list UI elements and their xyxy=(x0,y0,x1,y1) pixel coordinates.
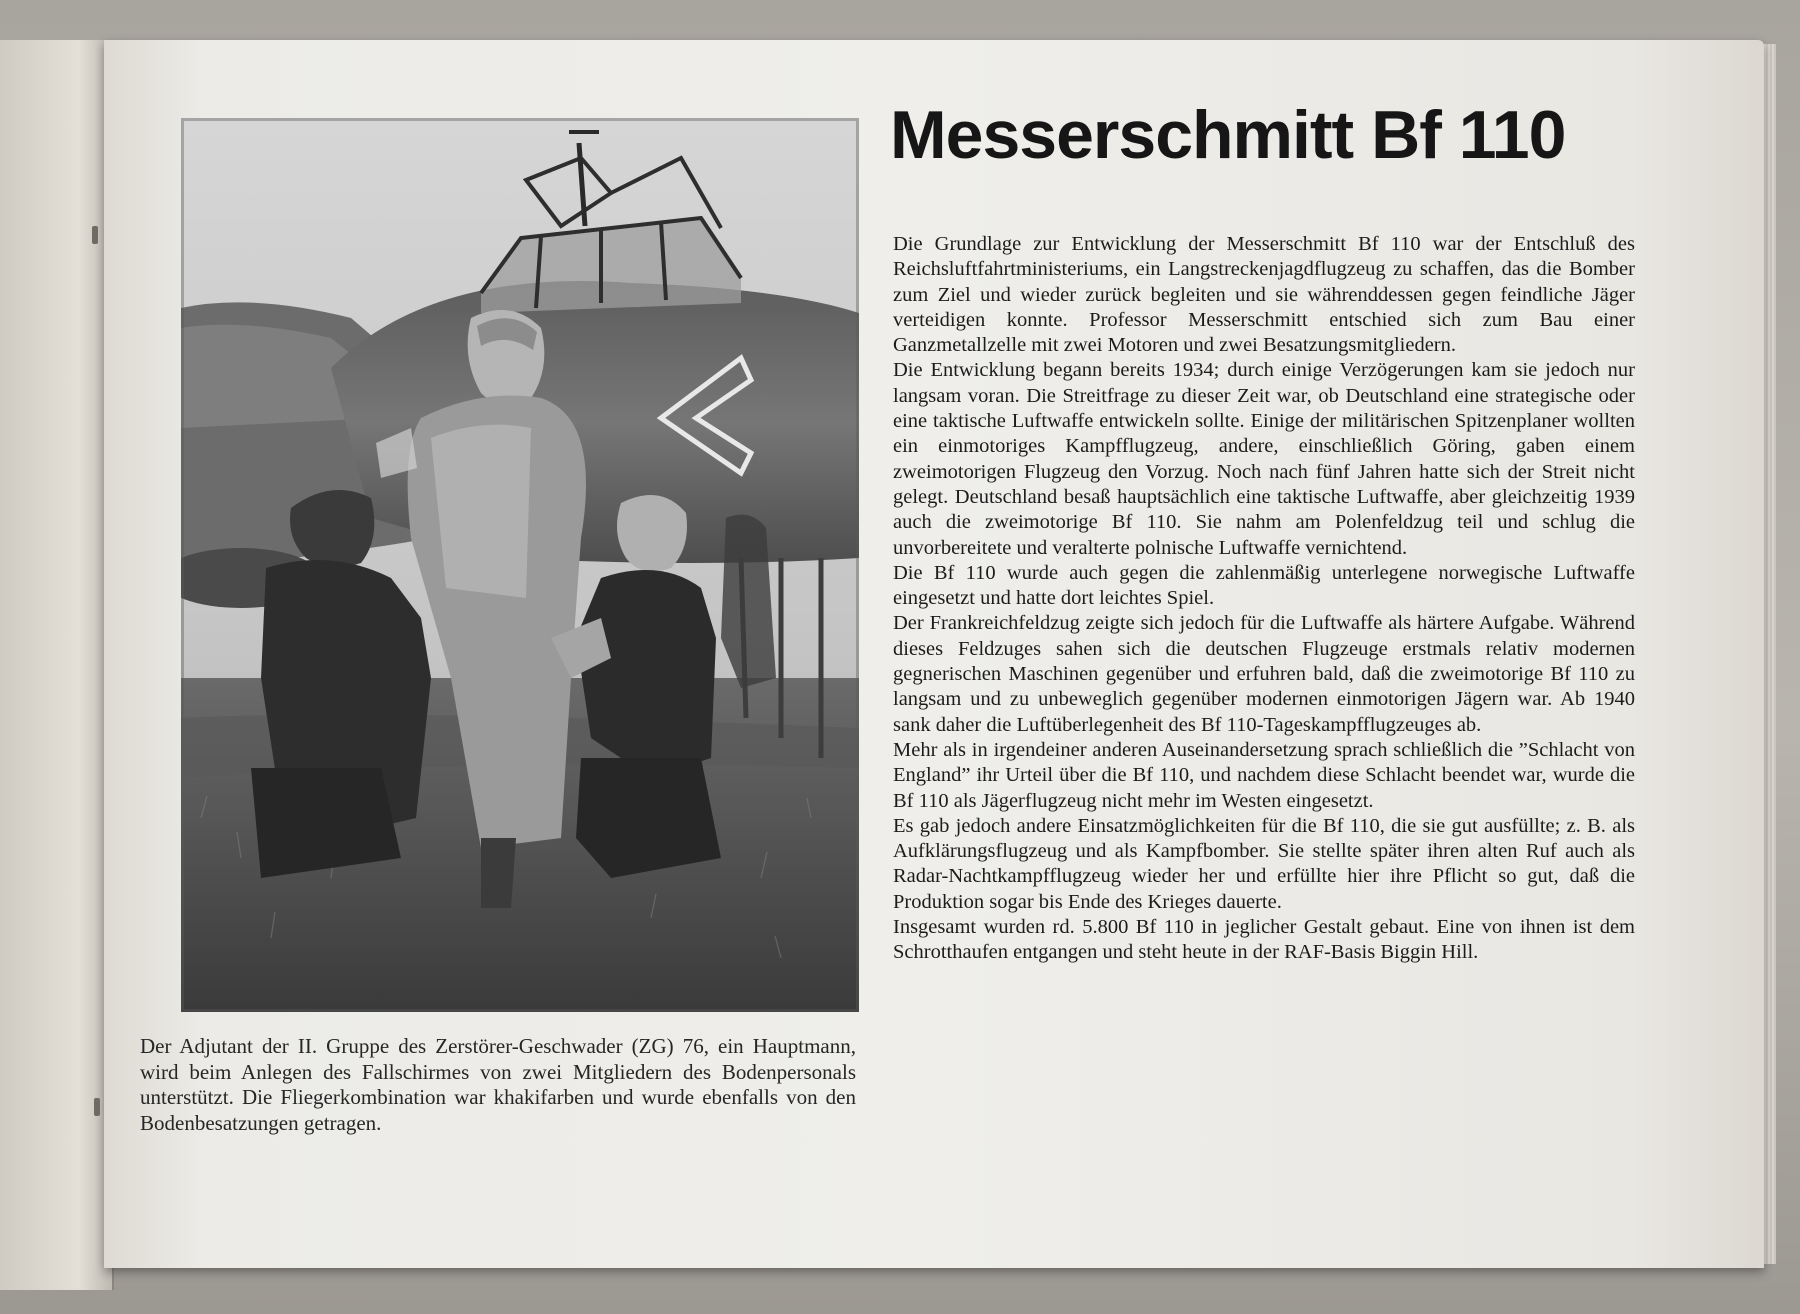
paragraph-3: Die Bf 110 wurde auch gegen die zahlenmäßig unterlegene norwegische Luftwaffe eingesetzt und hatte dort leichtes Spiel. xyxy=(893,561,1635,610)
page-title: Messerschmitt Bf 110 xyxy=(890,97,1566,173)
paragraph-2: Die Entwicklung begann bereits 1934; durch einige Verzögerungen kam sie jedoch nur langsam voran. Die Streitfrage zu dieser Zeit war, ob Deutschland eine strategische oder eine taktische Luftwaffe entwickeln sollte. Einige der militärischen Spitzenplaner wollten ein einmotoriges Kampfflugzeug, andere, einschließlich Göring, gaben einem zweimotorigen Flugzeug den Vorzug. Noch nach fünf Jahren hatte sich der Streit nicht gelegt. Deutschland besaß hauptsächlich eine taktische Luftwaffe, aber gleichzeitig 1939 auch die zweimotorige Bf 110. Sie nahm am Polenfeldzug teil und schlug die unvorbereitete und veralterte polnische Luftwaffe vernichtend. xyxy=(893,359,1635,559)
photo-illustration xyxy=(181,118,859,1012)
aircraft-crew-photo xyxy=(181,118,859,1012)
staple-top xyxy=(92,226,98,244)
paragraph-4: Der Frankreichfeldzug zeigte sich jedoch für die Luftwaffe als härtere Aufgabe. Während dieses Feldzuges sahen sich die deutschen Flugzeuge erstmals relativ modernen gegnerischen Maschinen gegenüber und erfuhren bald, daß die zweimotorige Bf 110 zu langsam und zu unbeweglich gegenüber modernen einmotorigen Jägern war. Ab 1940 sank daher die Luftüberlegenheit des Bf 110-Tageskampfflugzeuges ab. xyxy=(893,612,1635,736)
paragraph-1: Die Grundlage zur Entwicklung der Messerschmitt Bf 110 war der Entschluß des Reichsluftfahrtministeriums, ein Langstreckenjagdflugzeug zu schaffen, das die Bomber zum Ziel und wieder zurück begleiten und sie währenddessen gegen feindliche Jäger verteidigen konnte. Professor Messerschmitt entschied sich zum Bau einer Ganzmetallzelle mit zwei Motoren und zwei Besatzungsmitgliedern. xyxy=(893,233,1635,357)
photo-caption: Der Adjutant der II. Gruppe des Zerstörer-Geschwader (ZG) 76, ein Hauptmann, wird beim Anlegen des Fallschirmes von zwei Mitgliedern des Bodenpersonals unterstützt. Die Fliegerkombination war khakifarben und wurde ebenfalls von den Bodenbesatzungen getragen. xyxy=(140,1034,856,1135)
paragraph-7: Insgesamt wurden rd. 5.800 Bf 110 in jeglicher Gestalt gebaut. Eine von ihnen ist dem Schrotthaufen entgangen und steht heute in der RAF-Basis Biggin Hill. xyxy=(893,916,1635,964)
article-body xyxy=(893,232,1635,966)
paragraph-5: Mehr als in irgendeiner anderen Auseinandersetzung sprach schließlich die ”Schlacht von England” ihr Urteil über die Bf 110, und nachdem diese Schlacht beendet war, wurde die Bf 110 als Jägerflugzeug nicht mehr im Westen eingesetzt. xyxy=(893,738,1635,812)
paragraph-6: Es gab jedoch andere Einsatzmöglichkeiten für die Bf 110, die sie gut ausfüllte; z. B. als Aufklärungsflugzeug und als Kampfbomber. Sie stellte später ihren alten Ruf auch als Radar-Nachtkampfflugzeug wieder her und erfüllte hier ihre Pflicht so gut, daß die Produktion sogar bis Ende des Krieges dauerte. xyxy=(893,814,1635,913)
staple-bottom xyxy=(94,1098,100,1116)
